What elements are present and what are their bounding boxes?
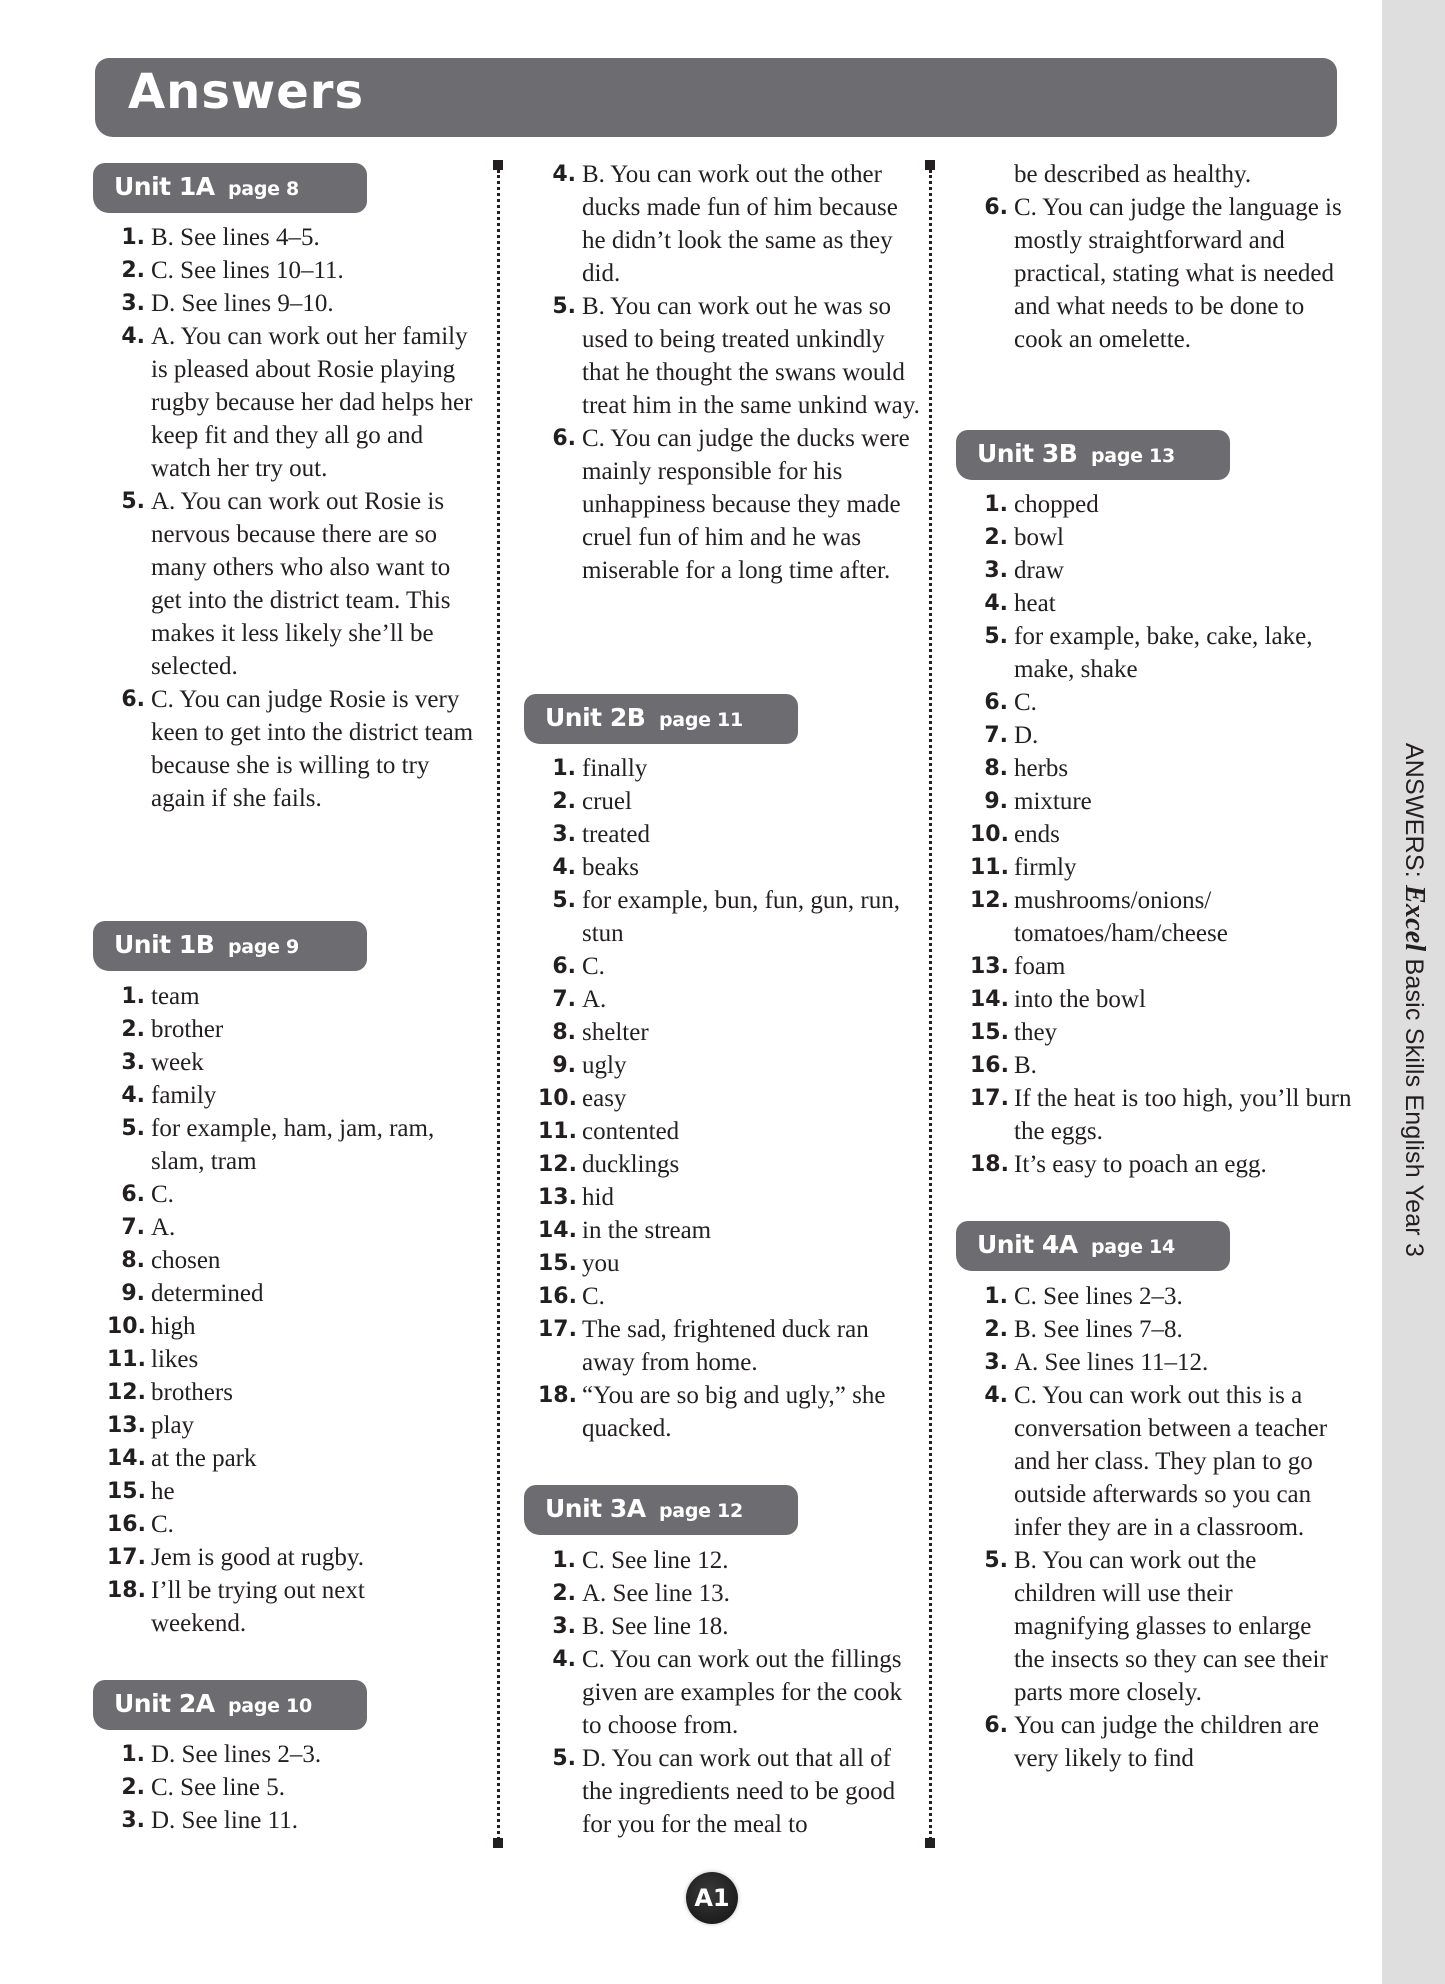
unit-header-2a: Unit 2A page 10 <box>93 1680 367 1730</box>
list-item: 12. mushrooms/onions/ tomatoes/ham/cheese <box>970 887 1228 947</box>
list-item: 13. foam <box>970 953 1066 980</box>
list-item: 17. The sad, frightened duck ran away from home. <box>538 1316 869 1376</box>
list-item: 11. likes <box>107 1346 199 1373</box>
unit-header-3b: Unit 3B page 13 <box>956 430 1230 480</box>
brand-name: Excel <box>1398 885 1430 952</box>
list-item: 3. draw <box>984 557 1064 584</box>
list-item: 15. he <box>107 1478 175 1505</box>
list-item: 4. family <box>121 1082 217 1109</box>
list-item: 8. herbs <box>984 755 1069 782</box>
list-item: 2. cruel <box>552 788 632 815</box>
list-item: 6. C. <box>552 953 605 980</box>
divider-cap-bottom <box>493 1838 503 1848</box>
list-item: 14. in the stream <box>538 1217 712 1244</box>
list-item: 10. ends <box>970 821 1060 848</box>
list-item: 16. C. <box>538 1283 605 1310</box>
list-item: 1. D. See lines 2–3. <box>121 1741 322 1768</box>
unit-header-1a: Unit 1A page 8 <box>93 163 367 213</box>
unit-header-2b: Unit 2B page 11 <box>524 694 798 744</box>
list-item: 6. C. You can judge Rosie is very keen to get into the district team because she is willing to try again if she fails. <box>121 686 474 812</box>
page-title: Answers <box>128 64 365 120</box>
list-item: 15. you <box>538 1250 620 1277</box>
list-item: 10. high <box>107 1313 196 1340</box>
list-item: 1. B. See lines 4–5. <box>121 224 320 251</box>
answer-list-3b <box>970 488 1352 1181</box>
list-item: 12. ducklings <box>538 1151 680 1178</box>
list-item: 3. treated <box>552 821 651 848</box>
list-item: 11. contented <box>538 1118 680 1145</box>
list-item: 2. B. See lines 7–8. <box>984 1316 1183 1343</box>
list-item: 5. B. You can work out he was so used to being treated unkindly that he thought the swans would treat him in the same unkind way. <box>552 293 920 419</box>
list-item: 6. C. <box>121 1181 174 1208</box>
answer-list-3a-cont <box>970 158 1345 356</box>
list-item: 5. for example, bake, cake, lake, make, shake <box>984 623 1313 683</box>
list-item: 6. C. You can judge the language is mostly straightforward and practical, stating what is needed and what needs to be done to cook an omelette. <box>984 194 1342 353</box>
answer-list-1b <box>107 980 467 1640</box>
list-item: 3. A. See lines 11–12. <box>984 1349 1209 1376</box>
column-divider <box>929 170 932 1840</box>
list-item: 5. for example, bun, fun, gun, run, stun <box>552 887 900 947</box>
list-item: 2. brother <box>121 1016 224 1043</box>
list-item: 17. If the heat is too high, you’ll burn the eggs. <box>970 1085 1352 1145</box>
list-item: 18. “You are so big and ugly,” she quacked. <box>538 1382 886 1442</box>
list-item: 4. C. You can work out this is a conversation between a teacher and her class. They plan to go outside afterwards so you can infer they are in a classroom. <box>984 1382 1328 1541</box>
answer-list-2a <box>107 1738 467 1837</box>
column-divider <box>497 170 500 1840</box>
side-label <box>1382 0 1445 1984</box>
answer-list-4a <box>970 1280 1345 1775</box>
list-item: 6. C. You can judge the ducks were mainly responsible for his unhappiness because they made cruel fun of him and he was miserable for a long time after. <box>552 425 910 584</box>
list-item: 1. team <box>121 983 200 1010</box>
list-item: 1. C. See line 12. <box>552 1547 729 1574</box>
list-item: 8. chosen <box>121 1247 221 1274</box>
list-item: 8. shelter <box>552 1019 649 1046</box>
list-item: 11. firmly <box>970 854 1077 881</box>
list-item: 5. D. You can work out that all of the ingredients need to be good for you for the meal to <box>552 1745 896 1838</box>
divider-cap-top <box>925 160 935 170</box>
list-item: 5. for example, ham, jam, ram, slam, tram <box>121 1115 435 1175</box>
list-item: 18. I’ll be trying out next weekend. <box>107 1577 365 1637</box>
list-item: 7. D. <box>984 722 1039 749</box>
list-item: 1. C. See lines 2–3. <box>984 1283 1183 1310</box>
list-item: 10. easy <box>538 1085 627 1112</box>
list-item: 15. they <box>970 1019 1058 1046</box>
list-item: 14. into the bowl <box>970 986 1146 1013</box>
unit-header-4a: Unit 4A page 14 <box>956 1221 1230 1271</box>
side-label-text: ANSWERS: Excel Basic Skills English Year 3 <box>1398 742 1430 1258</box>
list-item: 2. C. See line 5. <box>121 1774 286 1801</box>
list-item: 14. at the park <box>107 1445 257 1472</box>
list-item: 12. brothers <box>107 1379 233 1406</box>
list-item: 17. Jem is good at rugby. <box>107 1544 364 1571</box>
list-item: 3. B. See line 18. <box>552 1613 729 1640</box>
list-item: 9. determined <box>121 1280 264 1307</box>
unit-header-1b: Unit 1B page 9 <box>93 921 367 971</box>
list-item: 6. You can judge the children are very likely to find <box>984 1712 1320 1772</box>
list-item: 7. A. <box>552 986 607 1013</box>
list-item: 16. C. <box>107 1511 174 1538</box>
list-item: 6. C. <box>984 689 1037 716</box>
list-item: 4. C. You can work out the fillings given are examples for the cook to choose from. <box>552 1646 903 1739</box>
list-item: 4. B. You can work out the other ducks made fun of him because he didn’t look the same as they did. <box>552 161 898 287</box>
list-item: 1. finally <box>552 755 648 782</box>
answer-list-1a <box>107 221 474 815</box>
list-item: 13. hid <box>538 1184 614 1211</box>
list-item: 1. chopped <box>984 491 1099 518</box>
unit-header-3a: Unit 3A page 12 <box>524 1485 798 1535</box>
list-item: 3. D. See line 11. <box>121 1807 298 1834</box>
answer-list-2b <box>538 752 918 1445</box>
list-item: 4. beaks <box>552 854 639 881</box>
page-header <box>95 58 1337 137</box>
page-number-badge: A1 <box>686 1872 738 1924</box>
list-item: 5. A. You can work out Rosie is nervous because there are so many others who also want to get into the district team. This makes it less likely she’ll be selected. <box>121 488 451 680</box>
divider-cap-top <box>493 160 503 170</box>
list-item: 7. A. <box>121 1214 176 1241</box>
list-item-continued: be described as healthy. <box>1014 161 1252 188</box>
list-item: 2. bowl <box>984 524 1064 551</box>
list-item: 2. A. See line 13. <box>552 1580 730 1607</box>
list-item: 13. play <box>107 1412 195 1439</box>
answer-list-2a-cont <box>538 158 918 587</box>
list-item: 3. week <box>121 1049 204 1076</box>
list-item: 4. A. You can work out her family is pleased about Rosie playing rugby because her dad helps her keep fit and they all go and watch her try out. <box>121 323 473 482</box>
list-item: 9. ugly <box>552 1052 627 1079</box>
list-item: 3. D. See lines 9–10. <box>121 290 334 317</box>
list-item: 4. heat <box>984 590 1056 617</box>
list-item: 9. mixture <box>984 788 1092 815</box>
list-item: 18. It’s easy to poach an egg. <box>970 1151 1267 1178</box>
list-item: 5. B. You can work out the children will use their magnifying glasses to enlarge the insects so they can see their parts more closely. <box>984 1547 1328 1706</box>
list-item: 2. C. See lines 10–11. <box>121 257 344 284</box>
list-item: 16. B. <box>970 1052 1037 1079</box>
answer-list-3a <box>538 1544 918 1841</box>
